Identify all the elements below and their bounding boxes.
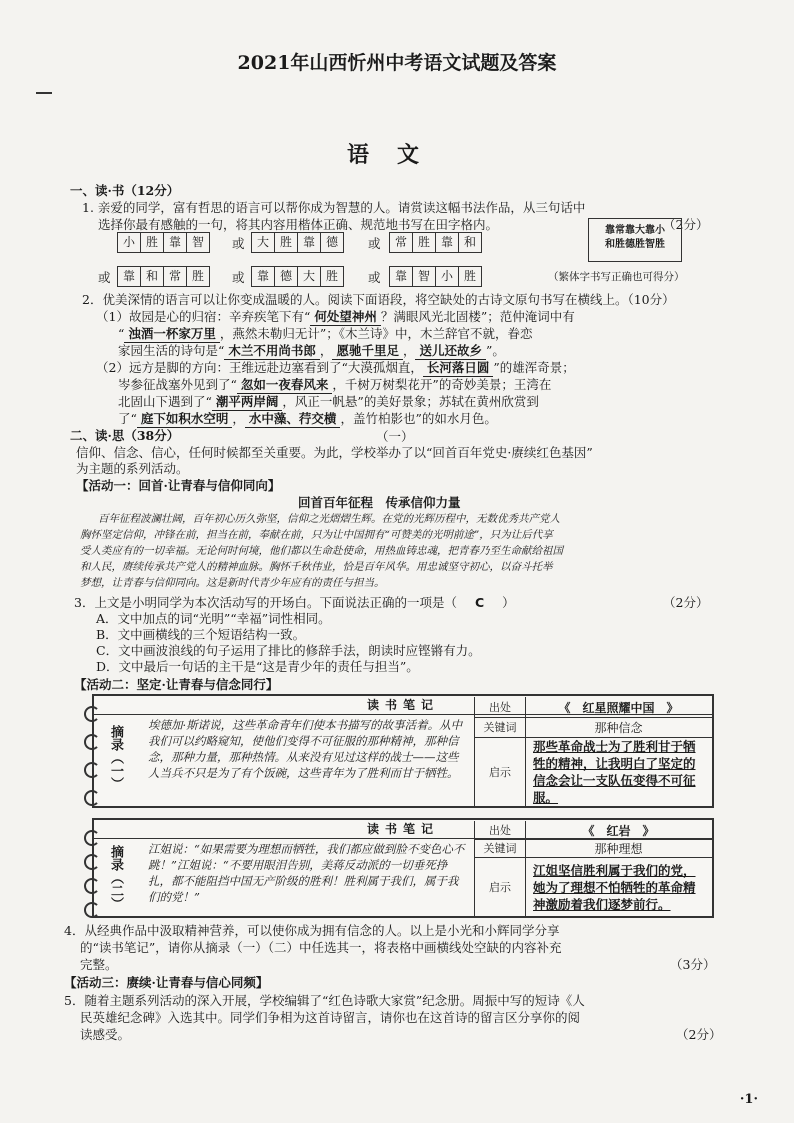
essay-line: 和人民，赓续传承共产党人的精神血脉。胸怀千秋伟业，恰是百年风华。用忠诚坚守初心，以奋斗托举 [80,561,553,573]
calligraphy-artwork [588,218,682,262]
grid-char: 小 [117,232,141,253]
q5-line3: 读感受。 [80,1027,131,1042]
source-answer: 《 红岩 》 [582,823,655,838]
q1-line1: 1. 亲爱的同学，富有哲思的语言可以帮你成为智慧的人。请赏读这幅书法作品，从三句话中 [82,200,586,215]
q2-line2: （1）故园是心的归宿：辛弃疾笔下有“ 何处望神州 ？满眼风光北固楼”；范仲淹词中有 [96,309,575,324]
insight-answer: 江姐坚信胜利属于我们的党，她为了理想不怕牺牲的革命精神激励着我们逐梦前行。 [533,862,696,912]
phrase-grid-3 [390,232,482,253]
grid-char: 胜 [274,232,298,253]
essay-title: 回首百年征程 传承信仰力量 [298,495,461,510]
q4-points: （3分） [670,957,716,972]
note-fields [474,821,712,917]
q3-option-d: D．文中最后一句话的主干是“这是青少年的责任与担当”。 [96,659,419,674]
q2-line7: 北固山下遇到了“ 潮平两岸阔 ，风正一帆悬”的美好景象；苏轼在黄州欣赏到 [118,394,539,409]
field-key: 关键词 [475,839,526,857]
margin-mark [36,92,52,94]
grid-char: 德 [274,266,298,287]
grid-char: 胜 [140,232,164,253]
part1-heading: 一、读·书（12分） [70,183,180,198]
answer-blank: 木兰不用尚书郎 [224,342,320,360]
calligraphy-line: 和胜德胜智胜 [605,239,665,250]
note-fields [474,697,712,807]
intro-line1: 信仰、信念、信心，任何时候都至关重要。为此，学校举办了以“回首百年党史·赓续红色基因” [76,445,593,460]
essay-line: 受人类应有的一切幸福。无论何时何境，他们都以生命赴使命，用热血铸忠魂，把青春乃至生命献给祖国 [80,545,563,557]
q5-points: （2分） [676,1027,722,1042]
grid-char: 智 [186,232,210,253]
page-number: ·1· [739,1092,758,1107]
grid-char: 胜 [458,266,482,287]
q3-points: （2分） [663,595,709,610]
reading-note-1 [92,694,714,808]
grid-char: 大 [251,232,275,253]
q1-line2: 选择你最有感触的一句，将其内容用楷体正确、规范地书写在田字格内。 [98,217,499,232]
grid-char: 胜 [320,266,344,287]
field-key: 关键词 [475,717,526,737]
keyword-value: 那种信念 [594,720,643,735]
conj-or: 或 [232,236,245,251]
q5-line1: 5．随着主题系列活动的深入开展，学校编辑了“红色诗歌大家赏”纪念册。周振中写的短诗《人 [64,993,585,1008]
grid-char: 常 [163,266,187,287]
q4-line1: 4．从经典作品中汲取精神营养，可以使你成为拥有信念的人。以上是小光和小辉同学分享 [64,923,560,938]
q2-line6: 岑参征战塞外见到了“ 忽如一夜春风来 ，千树万树梨花开”的奇妙美景；王湾在 [118,377,552,392]
excerpt-text: 埃德加·斯诺说，这些革命青年们使本书描写的故事活着。从中我们可以约略窥知，使他们变得不可征服的那种精神，那种信念，那种力量，那种热情。从来没有见过这样的战士——这些人当兵不只是为了有个饭碗，这些青年为了胜利而甘于牺牲。 [148,718,463,780]
q2-line4: 家园生活的诗句是“ 木兰不用尚书郎 ， 愿驰千里足 ， 送儿还故乡 ”。 [118,343,505,358]
essay-line: 梦想，让青春与信仰同向。这是新时代青少年应有的责任与担当。 [80,577,385,589]
excerpt-text: 江姐说：“如果需要为理想而牺牲，我们都应做到脸不变色心不跳！”江姐说：“不要用眼泪告别，美蒋反动派的一切垂死挣扎，都不能阻挡中国无产阶级的胜利！胜利属于我们，属于我们的党！” [148,842,465,904]
answer-blank: 水中藻、荇交横 [245,410,341,428]
grid-char: 常 [389,232,413,253]
grid-char: 胜 [186,266,210,287]
q2-line8: 了“ 庭下如积水空明 ， 水中藻、荇交横 ，盖竹柏影也”的如水月色。 [118,411,497,426]
keyword-value: 那种理想 [594,841,643,856]
calligraphy-line: 靠常靠大靠小 [605,225,665,236]
grid-char: 胜 [412,232,436,253]
subject-heading: 语文 [346,142,447,168]
essay-line: 胸怀坚定信仰，冲锋在前，担当在前，奉献在前，只为让中国拥有“可赞美的光明前途”，只为让后代享 [80,529,553,541]
grid-char: 靠 [251,266,275,287]
conj-or: 或 [232,270,245,285]
activity3-heading: 【活动三：赓续·让青春与信心同频】 [64,975,269,990]
field-key: 出处 [475,697,526,717]
excerpt-label: 摘录（一） [108,725,123,790]
q2-line1: 2．优美深情的语言可以让你变成温暖的人。阅读下面语段，将空缺处的古诗文原句书写在横线上。（10分） [82,292,675,307]
notebook-title: 读书笔记 [94,696,712,715]
q3-option-a: A．文中加点的词“光明”“幸福”词性相同。 [96,611,331,626]
source-answer: 《 红星照耀中国 》 [558,700,679,715]
q2-line3: “ 浊酒一杯家万里 ，燕然未勒归无计”；《木兰诗》中，木兰辞官不就，眷恋 [118,326,533,341]
q4-line3: 完整。 [80,957,118,972]
notebook-title: 读书笔记 [94,820,712,839]
grid-char: 靠 [435,232,459,253]
grid-char: 靠 [163,232,187,253]
grid-char: 大 [297,266,321,287]
answer-blank: 长河落日圆 [423,359,494,377]
q5-line2: 民英雄纪念碑》入选其中。同学们争相为这首诗留言，请你也在这首诗的留言区分享你的阅 [80,1010,581,1025]
excerpt-label: 摘录（二） [108,845,123,910]
answer-blank: 忽如一夜春风来 [237,376,333,394]
reading-note-2 [92,818,714,918]
q1-points: （2分） [663,217,709,232]
phrase-grid-5 [252,266,344,287]
grid-char: 德 [320,232,344,253]
insight-answer: 那些革命战士为了胜利甘于牺牲的精神，让我明白了坚定的信念会让一支队伍变得不可征服。 [533,739,696,805]
phrase-grid-6 [390,266,482,287]
conj-or: 或 [98,270,111,285]
field-key: 出处 [475,821,526,839]
answer-blank: 庭下如积水空明 [137,410,233,428]
document-title: 2021年山西忻州中考语文试题及答案 [237,52,557,74]
grid-char: 智 [412,266,436,287]
answer-blank: 浊酒一杯家万里 [124,325,220,343]
answer-blank: 愿驰千里足 [332,342,403,360]
grid-char: 靠 [117,266,141,287]
grid-char: 小 [435,266,459,287]
conj-or: 或 [368,270,381,285]
q2-line5: （2）远方是脚的方向：王维远赴边塞看到了“大漠孤烟直， 长河落日圆 ”的雄浑奇景； [96,360,575,375]
q3-stem: 3．上文是小明同学为本次活动写的开场白。下面说法正确的一项是（ C ） [74,595,515,610]
activity1-heading: 【活动一：回首·让青春与信仰同向】 [76,478,281,493]
q1-note: （繁体字书写正确也可得分） [548,271,685,283]
grid-char: 和 [140,266,164,287]
q3-option-c: C．文中画波浪线的句子运用了排比的修辞手法，朗读时应铿锵有力。 [96,643,481,658]
conj-or: 或 [368,236,381,251]
section-number: （一） [376,429,414,444]
grid-char: 靠 [389,266,413,287]
answer-blank: 送儿还故乡 [415,342,486,360]
phrase-grid-1 [118,232,210,253]
essay-line: 百年征程波澜壮阔，百年初心历久弥坚，信仰之光熠熠生辉。在党的光辉历程中，无数优秀共产党人 [98,513,560,525]
phrase-grid-4 [118,266,210,287]
field-key: 启示 [475,857,526,917]
intro-line2: 为主题的系列活动。 [76,461,189,476]
activity2-heading: 【活动二：坚定·让青春与信念同行】 [74,677,279,692]
q3-option-b: B．文中画横线的三个短语结构一致。 [96,627,306,642]
field-key: 启示 [475,737,526,807]
grid-char: 和 [458,232,482,253]
answer-blank: 何处望神州 [310,308,381,326]
part2-heading: 二、读·思（38分） [70,428,180,443]
phrase-grid-2 [252,232,344,253]
q4-line2: 的“读书笔记”，请你从摘录（一）（二）中任选其一，将表格中画横线处空缺的内容补充 [80,940,562,955]
answer-blank: 潮平两岸阔 [212,393,283,411]
q3-answer: C [474,595,485,610]
grid-char: 靠 [297,232,321,253]
